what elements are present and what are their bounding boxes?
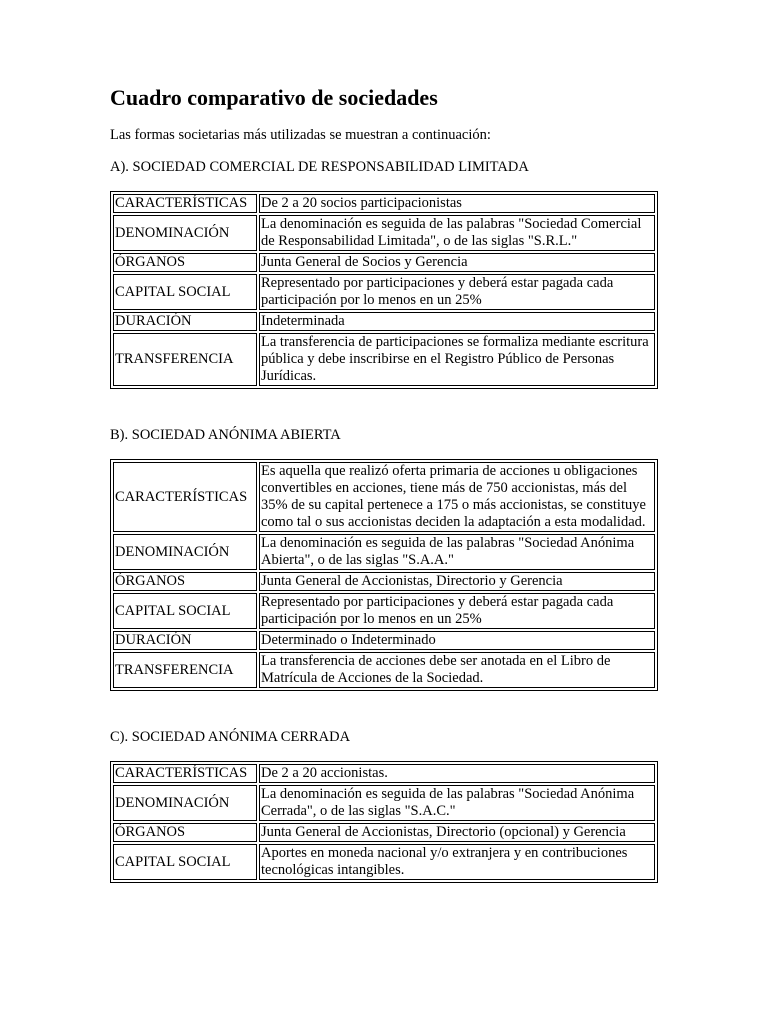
- row-value: La denominación es seguida de las palabras "Sociedad Anónima Cerrada", o de las siglas "S.A.C.": [259, 785, 655, 821]
- row-value: Representado por participaciones y deberá estar pagada cada participación por lo menos en un 25%: [259, 274, 655, 310]
- row-key: CAPITAL SOCIAL: [113, 593, 257, 629]
- table-row: [113, 572, 655, 591]
- table-row: [113, 785, 655, 821]
- row-value: Es aquella que realizó oferta primaria de acciones u obligaciones convertibles en acciones, tiene más de 750 accionistas, más del 35% de su capital pertenece a 175 o más accionistas, se constituye como tal o sus accionistas deciden la adaptación a esta modalidad.: [259, 462, 655, 532]
- row-value: Junta General de Accionistas, Directorio y Gerencia: [259, 572, 655, 591]
- table-row: [113, 312, 655, 331]
- row-value: De 2 a 20 accionistas.: [259, 764, 655, 783]
- table-row: [113, 215, 655, 251]
- table-row: [113, 194, 655, 213]
- table-row: [113, 764, 655, 783]
- row-value: La transferencia de participaciones se formaliza mediante escritura pública y debe inscribirse en el Registro Público de Personas Jurídicas.: [259, 333, 655, 386]
- row-key: CARACTERÍSTICAS: [113, 194, 257, 213]
- table-sac: [110, 761, 658, 883]
- row-value: Representado por participaciones y deberá estar pagada cada participación por lo menos en un 25%: [259, 593, 655, 629]
- row-key: CARACTERÍSTICAS: [113, 764, 257, 783]
- table-saa: [110, 459, 658, 691]
- section-b-heading: B). SOCIEDAD ANÓNIMA ABIERTA: [110, 427, 341, 443]
- row-value: Aportes en moneda nacional y/o extranjera y en contribuciones tecnológicas intangibles.: [259, 844, 655, 880]
- row-value: De 2 a 20 socios participacionistas: [259, 194, 655, 213]
- table-srl: [110, 191, 658, 389]
- table-row: [113, 652, 655, 688]
- row-key: CARACTERÍSTICAS: [113, 462, 257, 532]
- table-row: [113, 462, 655, 532]
- row-key: CAPITAL SOCIAL: [113, 274, 257, 310]
- row-key: CAPITAL SOCIAL: [113, 844, 257, 880]
- row-value: La transferencia de acciones debe ser anotada en el Libro de Matrícula de Acciones de la Sociedad.: [259, 652, 655, 688]
- row-value: Junta General de Socios y Gerencia: [259, 253, 655, 272]
- row-value: Indeterminada: [259, 312, 655, 331]
- table-row: [113, 844, 655, 880]
- section-a-heading: A). SOCIEDAD COMERCIAL DE RESPONSABILIDAD LIMITADA: [110, 159, 529, 175]
- table-row: [113, 823, 655, 842]
- row-value: Determinado o Indeterminado: [259, 631, 655, 650]
- document-page: [110, 84, 658, 883]
- section-c-heading: C). SOCIEDAD ANÓNIMA CERRADA: [110, 729, 351, 745]
- table-row: [113, 593, 655, 629]
- row-key: DENOMINACIÓN: [113, 215, 257, 251]
- row-key: DENOMINACIÓN: [113, 785, 257, 821]
- row-key: DURACIÓN: [113, 631, 257, 650]
- row-value: La denominación es seguida de las palabras "Sociedad Comercial de Responsabilidad Limitada", o de las siglas "S.R.L.": [259, 215, 655, 251]
- row-key: DURACIÓN: [113, 312, 257, 331]
- row-key: ÓRGANOS: [113, 572, 257, 591]
- row-value: Junta General de Accionistas, Directorio (opcional) y Gerencia: [259, 823, 655, 842]
- row-key: TRANSFERENCIA: [113, 333, 257, 386]
- row-key: TRANSFERENCIA: [113, 652, 257, 688]
- intro-paragraph: Las formas societarias más utilizadas se muestran a continuación:: [110, 127, 491, 143]
- page-title: Cuadro comparativo de sociedades: [110, 85, 438, 110]
- row-key: DENOMINACIÓN: [113, 534, 257, 570]
- row-key: ÓRGANOS: [113, 253, 257, 272]
- table-row: [113, 333, 655, 386]
- row-key: ÓRGANOS: [113, 823, 257, 842]
- table-row: [113, 534, 655, 570]
- table-row: [113, 274, 655, 310]
- table-row: [113, 253, 655, 272]
- table-row: [113, 631, 655, 650]
- row-value: La denominación es seguida de las palabras "Sociedad Anónima Abierta", o de las siglas "S.A.A.": [259, 534, 655, 570]
